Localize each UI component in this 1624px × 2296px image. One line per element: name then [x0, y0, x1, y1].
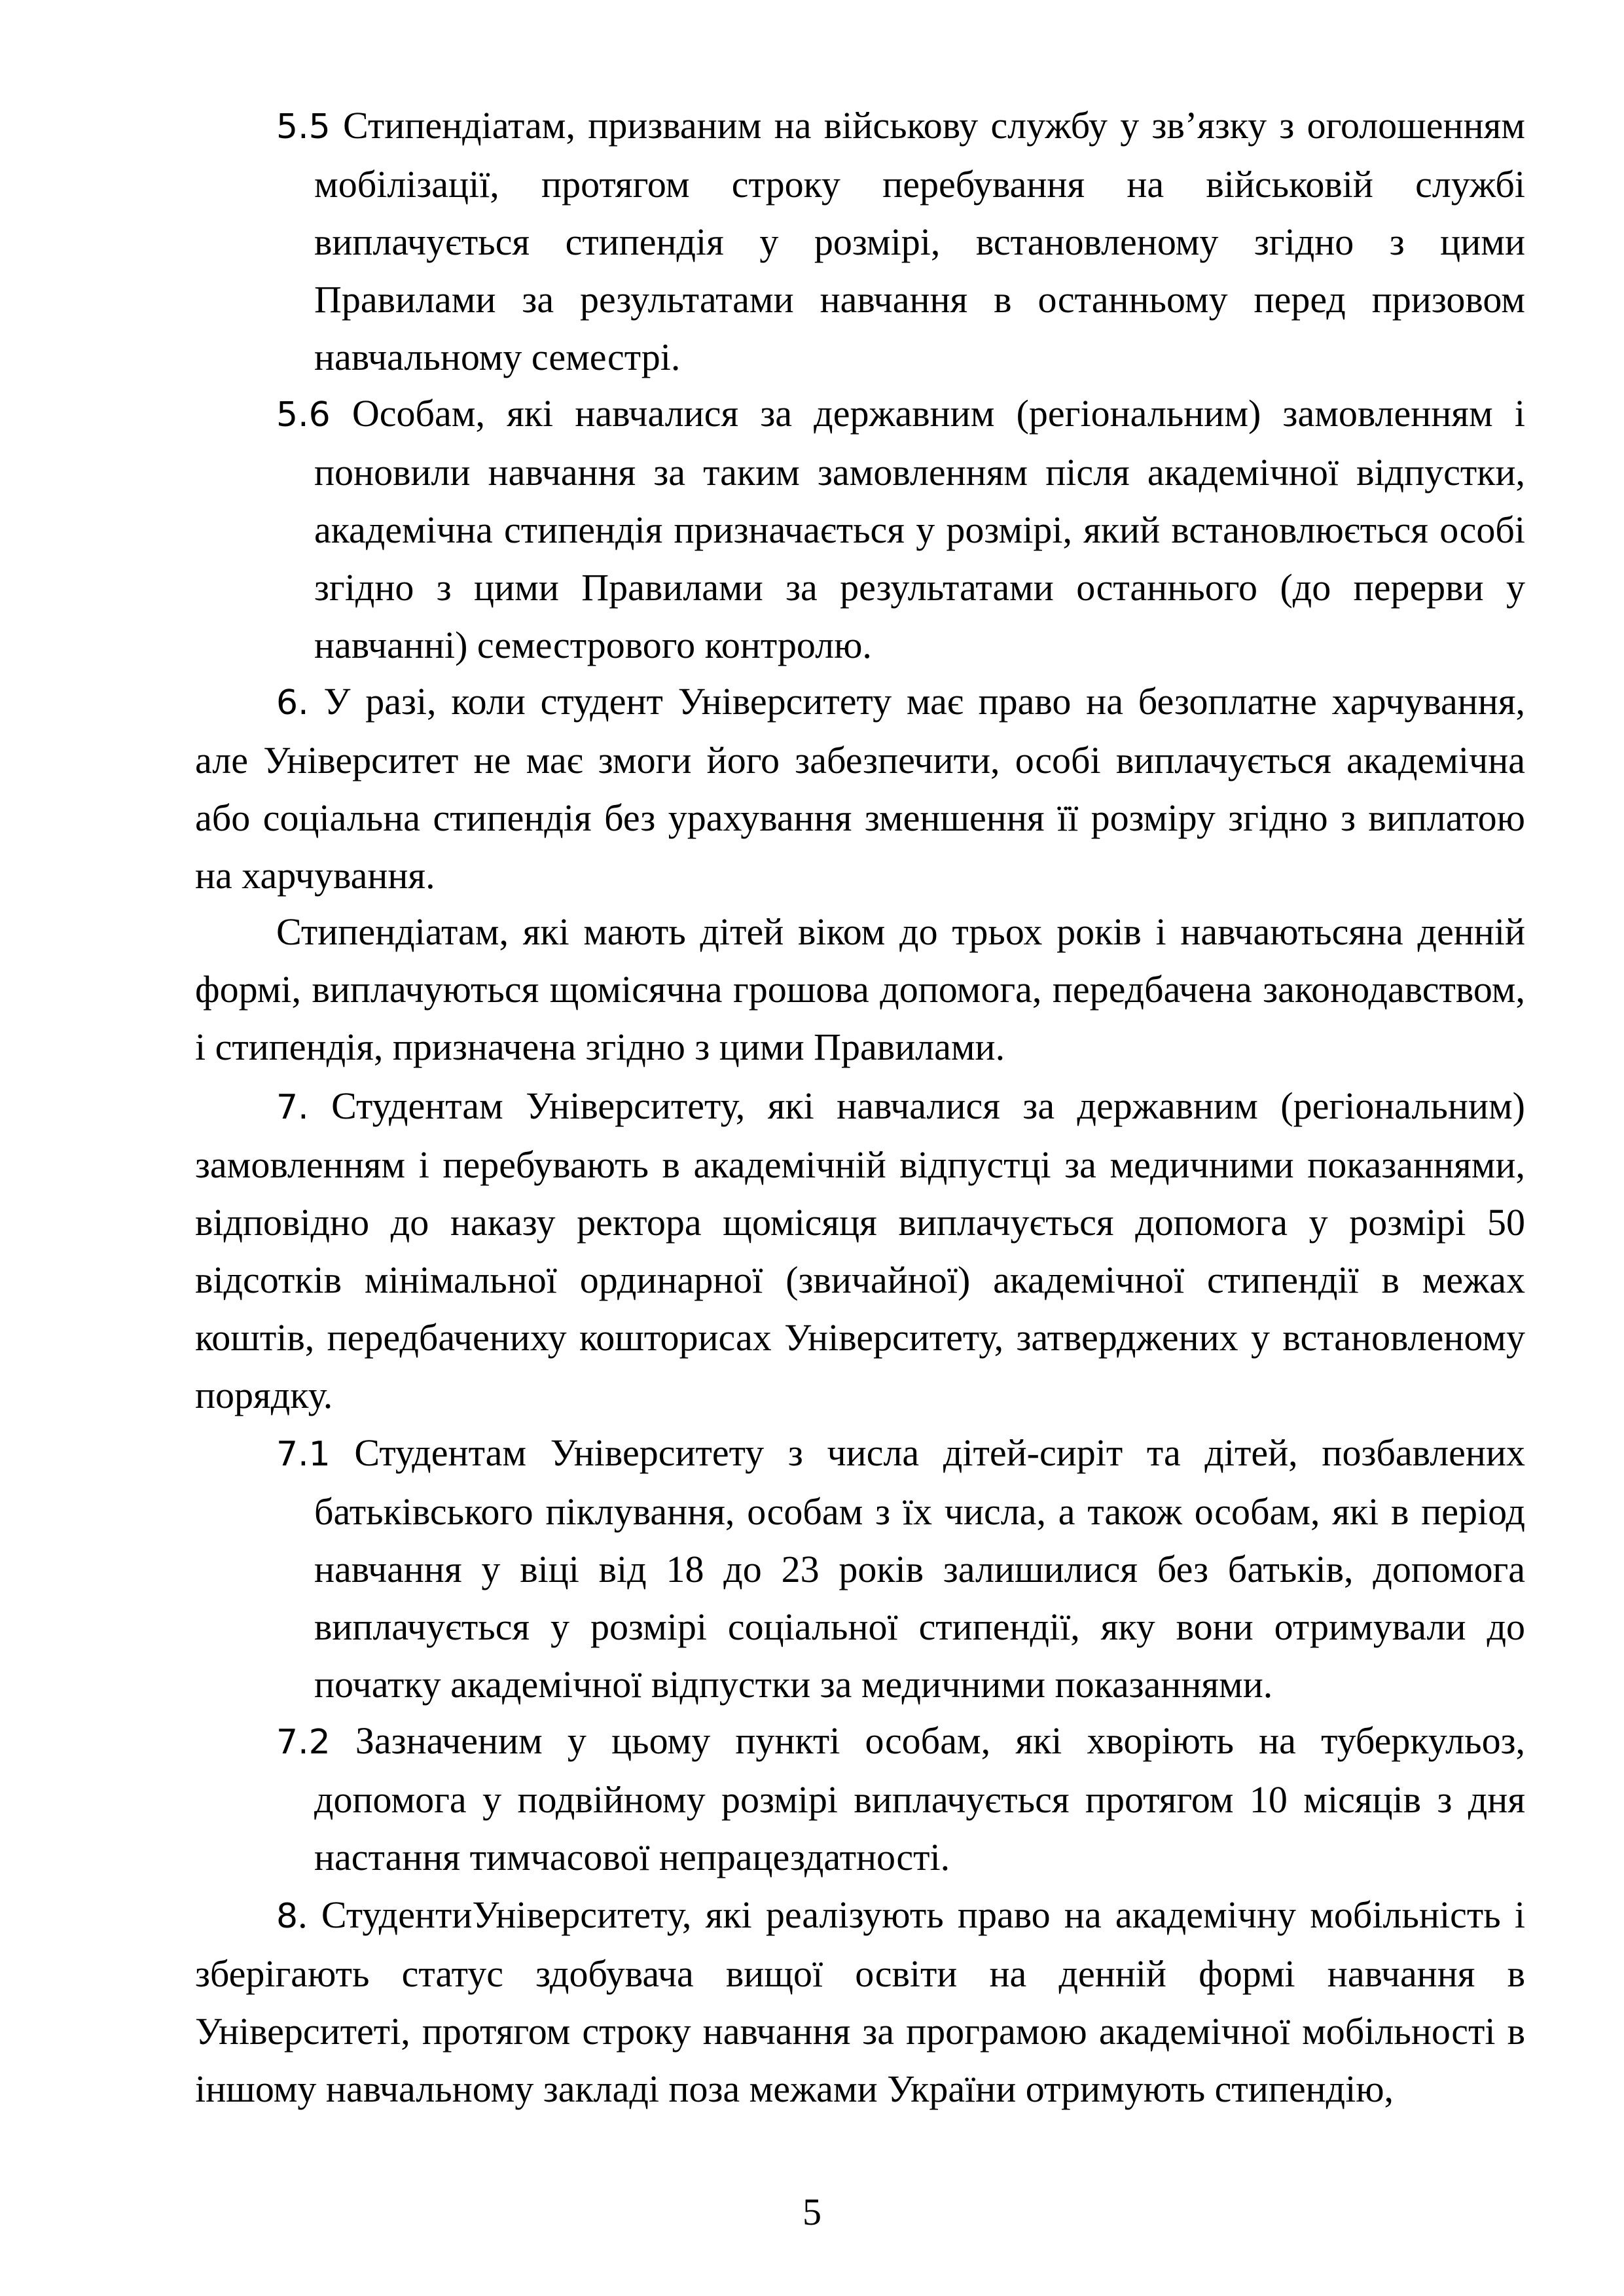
- item-number: 5.6: [276, 395, 331, 435]
- page-number: 5: [803, 2191, 821, 2233]
- paragraph-text: Стипендіатам, які мають дітей віком до трьох років і навчаютьсяна денній формі, виплачуються щомісячна грошова допомога, передбачена законодавством, і стипендія, призначена згідно з цими Правилами.: [195, 910, 1525, 1068]
- paragraph-text: . СтудентиУніверситету, які реалізують право на академічну мобільність і зберігають статус здобувача вищої освіти на денній формі навчання в Університеті, протягом строку навчання за програмою академічної мобільності в іншому навчальному закладі поза межами України отримують стипендію,: [195, 1893, 1525, 2110]
- paragraph-7: [195, 1077, 1525, 1424]
- item-number: 7.2: [276, 1723, 331, 1762]
- paragraph-5-5: [276, 97, 1525, 386]
- paragraph-text: Зазначеним у цьому пункті особам, які хворіють на туберкульоз, допомога у подвійному розмірі виплачується протягом 10 місяців з дня настання тимчасової непрацездатності.: [314, 1719, 1525, 1878]
- paragraph-text: У разі, коли студент Університету має право на безоплатне харчування, але Університет не має змоги його забезпечити, особі виплачується академічна або соціальна стипендія без урахування зменшення її розміру згідно з виплатою на харчування.: [195, 680, 1525, 897]
- paragraph-7-2: [276, 1712, 1525, 1886]
- paragraph-5-6: [276, 385, 1525, 674]
- item-number: 6.: [276, 683, 309, 723]
- paragraph-text: Студентам Університету з числа дітей-сиріт та дітей, позбавлених батьківського піклування, особам з їх числа, а також особам, які в період навчання у віці від 18 до 23 років залишилися без батьків, допомога виплачується у розмірі соціальної стипендії, яку вони отримували до початку академічної відпустки за медичними показаннями.: [314, 1431, 1525, 1706]
- paragraph-text: Особам, які навчалися за державним (регіональним) замовленням і поновили навчання за таким замовленням після академічної відпустки, академічна стипендія призначається у розмірі, який встановлюється особі згідно з цими Правилами за результатами останнього (до перерви у навчанні) семестрового контролю.: [314, 392, 1525, 666]
- item-number: 7.1: [276, 1435, 331, 1474]
- paragraph-8: [195, 1886, 1525, 2118]
- paragraph-text: Студентам Університету, які навчалися за державним (регіональним) замовленням і перебувають в академічній відпустці за медичними показаннями, відповідно до наказу ректора щомісяця виплачується допомога у розмірі 50 відсотків мінімальної ординарної (звичайної) академічної стипендії в межах коштів, передбачениху кошторисах Університету, затверджених у встановленому порядку.: [195, 1085, 1525, 1416]
- item-number: 7.: [276, 1088, 309, 1127]
- paragraph-6-continued: [195, 903, 1525, 1076]
- paragraph-7-1: [276, 1424, 1525, 1713]
- paragraph-6: [195, 673, 1525, 905]
- item-number: 5.5: [276, 107, 331, 147]
- item-number: 8: [276, 1897, 298, 1936]
- paragraph-text: Стипендіатам, призваним на військову службу у зв’язку з оголошенням мобілізації, протягом строку перебування на військовій службі виплачується стипендія у розмірі, встановленому згідно з цими Правилами за результатами навчання в останньому перед призовом навчальному семестрі.: [314, 104, 1525, 378]
